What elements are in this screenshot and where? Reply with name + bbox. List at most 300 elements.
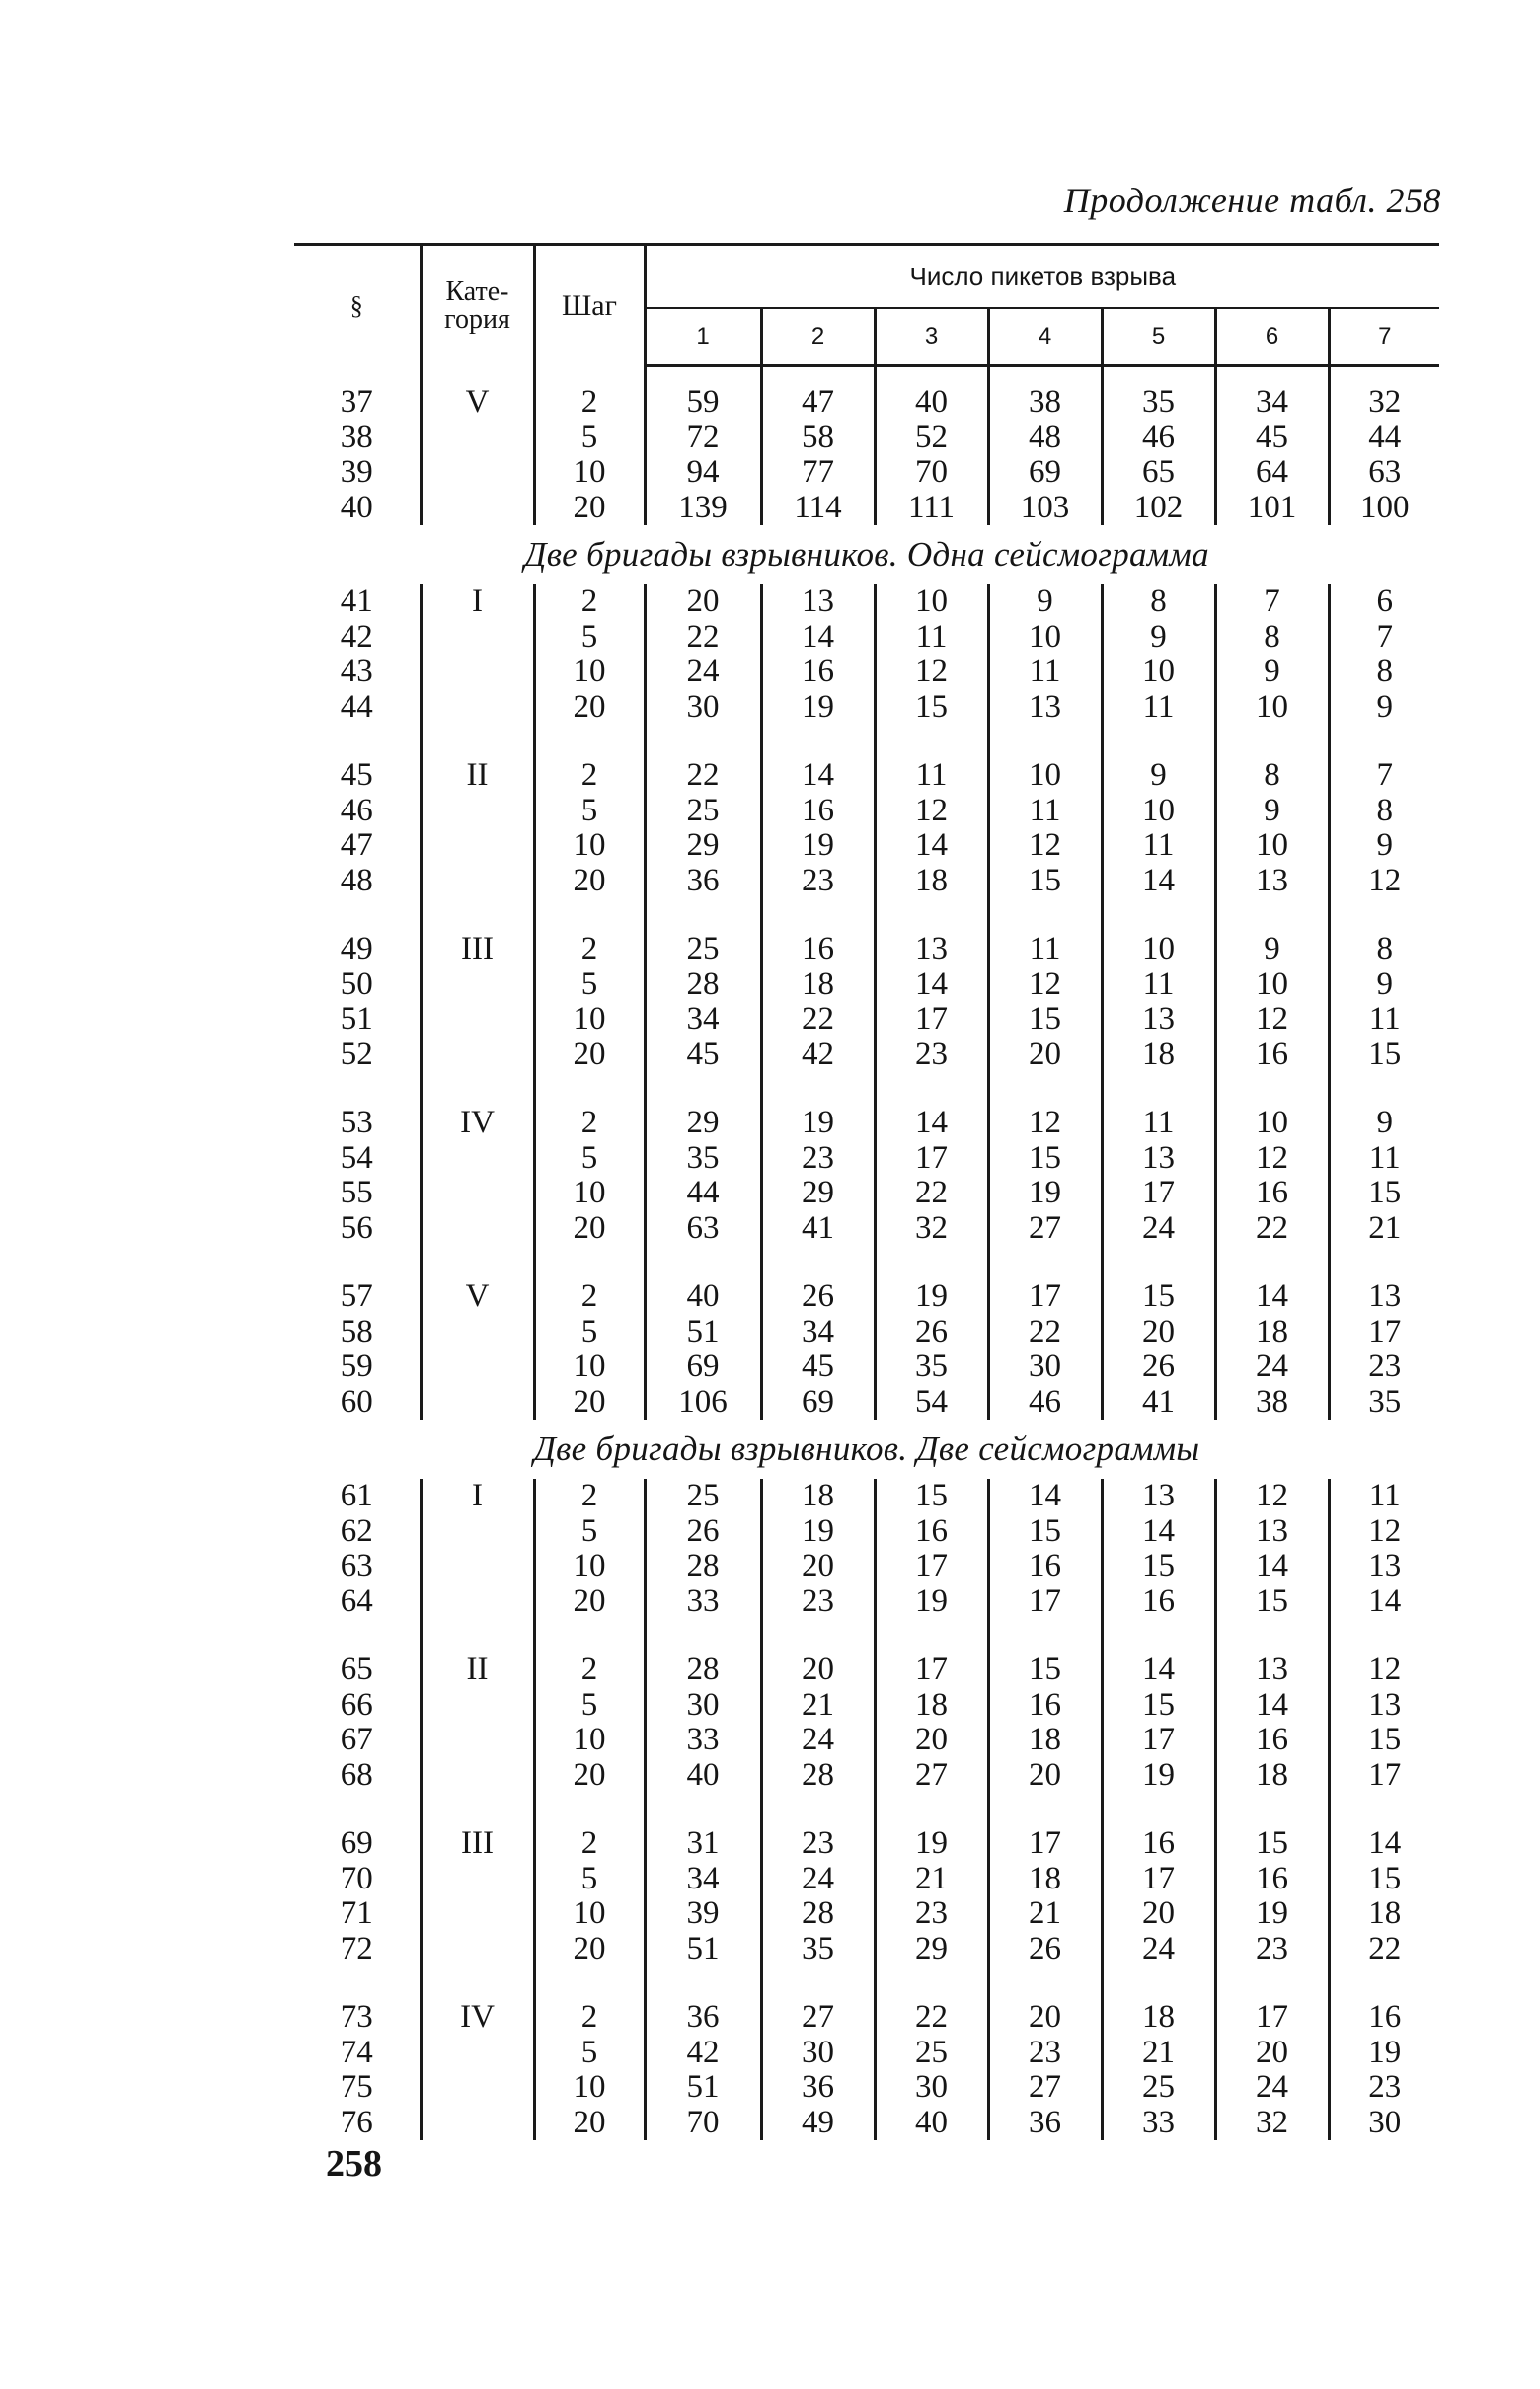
table-row xyxy=(294,1932,1439,1967)
picket-value-5: 9 xyxy=(1102,620,1215,655)
picket-value-2: 23 xyxy=(761,864,875,899)
gap-cell xyxy=(421,725,534,758)
picket-value-6: 15 xyxy=(1215,1584,1329,1620)
picket-value-1: 106 xyxy=(645,1385,761,1421)
picket-value-4: 21 xyxy=(988,1896,1102,1932)
category-cell xyxy=(421,455,534,491)
picket-value-4: 12 xyxy=(988,967,1102,1003)
gap-cell xyxy=(1215,1619,1329,1653)
spacer-row xyxy=(294,366,1439,386)
picket-value-4: 12 xyxy=(988,828,1102,864)
picket-value-6: 18 xyxy=(1215,1758,1329,1794)
table-row xyxy=(294,1211,1439,1247)
step-cell: 5 xyxy=(534,794,645,829)
picket-value-7: 15 xyxy=(1329,1723,1439,1758)
picket-value-1: 39 xyxy=(645,1896,761,1932)
gap-row xyxy=(294,1619,1439,1653)
picket-value-7: 23 xyxy=(1329,1349,1439,1385)
picket-value-7: 9 xyxy=(1329,1106,1439,1141)
picket-value-7: 32 xyxy=(1329,385,1439,421)
picket-value-3: 13 xyxy=(875,932,988,967)
picket-value-7: 22 xyxy=(1329,1932,1439,1967)
picket-value-6: 10 xyxy=(1215,690,1329,726)
picket-value-6: 14 xyxy=(1215,1688,1329,1724)
table-row xyxy=(294,1349,1439,1385)
picket-value-2: 77 xyxy=(761,455,875,491)
picket-value-4: 17 xyxy=(988,1826,1102,1862)
gap-cell xyxy=(534,366,645,386)
category-cell xyxy=(421,491,534,526)
gap-cell xyxy=(988,1966,1102,2000)
category-cell xyxy=(421,1723,534,1758)
picket-value-4: 13 xyxy=(988,690,1102,726)
picket-value-2: 41 xyxy=(761,1211,875,1247)
picket-value-5: 26 xyxy=(1102,1349,1215,1385)
picket-value-3: 11 xyxy=(875,758,988,794)
picket-value-4: 11 xyxy=(988,794,1102,829)
section-number: 49 xyxy=(340,931,373,966)
picket-value-4: 27 xyxy=(988,2070,1102,2106)
picket-value-7: 12 xyxy=(1329,864,1439,899)
table-row xyxy=(294,1002,1439,1038)
picket-value-5: 102 xyxy=(1102,491,1215,526)
picket-value-1: 94 xyxy=(645,455,761,491)
step-cell: 10 xyxy=(534,1723,645,1758)
picket-value-3: 18 xyxy=(875,1688,988,1724)
picket-value-1: 63 xyxy=(645,1211,761,1247)
picket-value-5: 17 xyxy=(1102,1723,1215,1758)
picket-value-1: 20 xyxy=(645,584,761,620)
picket-value-1: 35 xyxy=(645,1141,761,1177)
picket-value-3: 40 xyxy=(875,2106,988,2141)
picket-value-3: 30 xyxy=(875,2070,988,2106)
table-row xyxy=(294,1279,1439,1315)
gap-row xyxy=(294,725,1439,758)
picket-value-1: 59 xyxy=(645,385,761,421)
header-picket-1: 1 xyxy=(645,308,761,366)
picket-value-6: 9 xyxy=(1215,932,1329,967)
picket-value-1: 22 xyxy=(645,758,761,794)
gap-cell xyxy=(534,1966,645,2000)
picket-value-2: 35 xyxy=(761,1932,875,1967)
picket-value-4: 14 xyxy=(988,1479,1102,1514)
section-number: 37 xyxy=(340,384,373,420)
picket-value-3: 35 xyxy=(875,1349,988,1385)
table-row xyxy=(294,620,1439,655)
table-row xyxy=(294,655,1439,690)
gap-cell xyxy=(1102,898,1215,932)
picket-value-7: 11 xyxy=(1329,1141,1439,1177)
picket-value-7: 9 xyxy=(1329,690,1439,726)
category-cell: IV xyxy=(421,2000,534,2036)
step-cell: 2 xyxy=(534,1826,645,1862)
picket-value-2: 19 xyxy=(761,690,875,726)
picket-value-2: 26 xyxy=(761,1279,875,1315)
gap-cell xyxy=(761,1246,875,1279)
gap-cell xyxy=(534,725,645,758)
step-cell: 20 xyxy=(534,1385,645,1421)
picket-value-2: 28 xyxy=(761,1896,875,1932)
step-cell: 5 xyxy=(534,1514,645,1550)
picket-value-4: 38 xyxy=(988,385,1102,421)
picket-value-2: 23 xyxy=(761,1826,875,1862)
category-cell xyxy=(421,1688,534,1724)
picket-value-6: 9 xyxy=(1215,794,1329,829)
picket-value-1: 45 xyxy=(645,1038,761,1073)
picket-value-2: 20 xyxy=(761,1653,875,1688)
picket-value-1: 31 xyxy=(645,1826,761,1862)
gap-cell xyxy=(1102,1246,1215,1279)
section-number: 58 xyxy=(340,1313,373,1349)
picket-value-5: 15 xyxy=(1102,1279,1215,1315)
table-row xyxy=(294,794,1439,829)
picket-value-2: 18 xyxy=(761,967,875,1003)
picket-value-5: 15 xyxy=(1102,1549,1215,1584)
picket-value-2: 114 xyxy=(761,491,875,526)
header-category-label: Кате- гория xyxy=(444,275,510,335)
picket-value-6: 38 xyxy=(1215,1385,1329,1421)
picket-value-5: 11 xyxy=(1102,828,1215,864)
category-cell xyxy=(421,1176,534,1211)
picket-value-4: 20 xyxy=(988,2000,1102,2036)
picket-value-6: 16 xyxy=(1215,1176,1329,1211)
category-cell xyxy=(421,967,534,1003)
gap-cell xyxy=(421,366,534,386)
header-category xyxy=(421,245,534,366)
category-cell xyxy=(421,2106,534,2141)
section-number: 52 xyxy=(340,1036,373,1072)
picket-value-4: 12 xyxy=(988,1106,1102,1141)
picket-value-2: 58 xyxy=(761,421,875,456)
picket-value-7: 30 xyxy=(1329,2106,1439,2141)
gap-cell xyxy=(1215,725,1329,758)
picket-value-7: 7 xyxy=(1329,758,1439,794)
table-row xyxy=(294,2000,1439,2036)
step-cell: 20 xyxy=(534,1038,645,1073)
picket-value-2: 21 xyxy=(761,1688,875,1724)
picket-value-2: 47 xyxy=(761,385,875,421)
picket-value-1: 139 xyxy=(645,491,761,526)
section-number: 65 xyxy=(340,1652,373,1687)
picket-value-3: 16 xyxy=(875,1514,988,1550)
table-row xyxy=(294,385,1439,421)
section-number: 38 xyxy=(340,419,373,455)
header-picket-4: 4 xyxy=(988,308,1102,366)
picket-value-4: 15 xyxy=(988,1653,1102,1688)
step-cell: 5 xyxy=(534,1862,645,1897)
picket-value-4: 46 xyxy=(988,1385,1102,1421)
gap-row xyxy=(294,1793,1439,1826)
subheading: Две бригады взрывников. Две сейсмограммы xyxy=(533,1429,1200,1468)
picket-value-5: 19 xyxy=(1102,1758,1215,1794)
picket-value-1: 25 xyxy=(645,932,761,967)
picket-value-3: 70 xyxy=(875,455,988,491)
step-cell: 2 xyxy=(534,1106,645,1141)
category-cell xyxy=(421,828,534,864)
gap-cell xyxy=(1329,898,1439,932)
subheading-row xyxy=(294,525,1439,584)
gap-cell xyxy=(1329,725,1439,758)
picket-value-6: 12 xyxy=(1215,1141,1329,1177)
picket-value-6: 45 xyxy=(1215,421,1329,456)
picket-value-3: 18 xyxy=(875,864,988,899)
picket-value-6: 14 xyxy=(1215,1279,1329,1315)
table-row xyxy=(294,828,1439,864)
picket-value-3: 111 xyxy=(875,491,988,526)
picket-value-2: 42 xyxy=(761,1038,875,1073)
picket-value-3: 19 xyxy=(875,1584,988,1620)
gap-cell xyxy=(1102,366,1215,386)
picket-value-4: 20 xyxy=(988,1038,1102,1073)
gap-cell xyxy=(534,898,645,932)
picket-value-6: 34 xyxy=(1215,385,1329,421)
section-number: 72 xyxy=(340,1930,373,1966)
step-cell: 5 xyxy=(534,2036,645,2071)
picket-value-4: 16 xyxy=(988,1688,1102,1724)
gap-cell xyxy=(645,1793,761,1826)
picket-value-6: 12 xyxy=(1215,1479,1329,1514)
picket-value-2: 45 xyxy=(761,1349,875,1385)
gap-cell xyxy=(875,1072,988,1106)
picket-value-5: 10 xyxy=(1102,932,1215,967)
section-number: 59 xyxy=(340,1349,373,1384)
gap-row xyxy=(294,898,1439,932)
table-row xyxy=(294,1038,1439,1073)
picket-value-7: 12 xyxy=(1329,1514,1439,1550)
picket-value-6: 20 xyxy=(1215,2036,1329,2071)
picket-value-1: 22 xyxy=(645,620,761,655)
picket-value-4: 17 xyxy=(988,1279,1102,1315)
gap-cell xyxy=(1215,366,1329,386)
data-table xyxy=(294,243,1439,2140)
picket-value-7: 11 xyxy=(1329,1002,1439,1038)
category-cell xyxy=(421,2036,534,2071)
section-number: 55 xyxy=(340,1175,373,1210)
picket-value-4: 15 xyxy=(988,864,1102,899)
picket-value-2: 19 xyxy=(761,828,875,864)
picket-value-4: 15 xyxy=(988,1514,1102,1550)
gap-cell xyxy=(875,1793,988,1826)
gap-row xyxy=(294,1966,1439,2000)
table-row xyxy=(294,1688,1439,1724)
picket-value-3: 10 xyxy=(875,584,988,620)
picket-value-7: 100 xyxy=(1329,491,1439,526)
gap-cell xyxy=(988,1072,1102,1106)
gap-row xyxy=(294,1246,1439,1279)
header-picket-5: 5 xyxy=(1102,308,1215,366)
header-picket-group: Число пикетов взрыва xyxy=(645,245,1439,309)
gap-cell xyxy=(1215,898,1329,932)
category-cell xyxy=(421,690,534,726)
picket-value-2: 24 xyxy=(761,1862,875,1897)
header-picket-3: 3 xyxy=(875,308,988,366)
picket-value-6: 24 xyxy=(1215,1349,1329,1385)
picket-value-1: 33 xyxy=(645,1584,761,1620)
picket-value-5: 65 xyxy=(1102,455,1215,491)
picket-value-2: 16 xyxy=(761,932,875,967)
category-cell: I xyxy=(421,584,534,620)
gap-cell xyxy=(294,1619,421,1653)
picket-value-3: 27 xyxy=(875,1758,988,1794)
section-number: 47 xyxy=(340,827,373,863)
picket-value-7: 23 xyxy=(1329,2070,1439,2106)
picket-value-5: 13 xyxy=(1102,1141,1215,1177)
step-cell: 20 xyxy=(534,2106,645,2141)
category-cell: II xyxy=(421,758,534,794)
picket-value-1: 26 xyxy=(645,1514,761,1550)
section-number: 56 xyxy=(340,1209,373,1246)
section-number: 74 xyxy=(340,2034,373,2070)
picket-value-4: 11 xyxy=(988,655,1102,690)
picket-value-5: 25 xyxy=(1102,2070,1215,2106)
gap-cell xyxy=(761,1072,875,1106)
picket-value-6: 16 xyxy=(1215,1862,1329,1897)
gap-cell xyxy=(421,1966,534,2000)
picket-value-7: 19 xyxy=(1329,2036,1439,2071)
picket-value-1: 51 xyxy=(645,2070,761,2106)
gap-cell xyxy=(875,725,988,758)
gap-cell xyxy=(1102,1966,1215,2000)
gap-cell xyxy=(294,1793,421,1826)
category-cell: II xyxy=(421,1653,534,1688)
step-cell: 10 xyxy=(534,2070,645,2106)
category-cell xyxy=(421,1385,534,1421)
gap-cell xyxy=(1215,1793,1329,1826)
step-cell: 2 xyxy=(534,2000,645,2036)
gap-cell xyxy=(761,1793,875,1826)
step-cell: 2 xyxy=(534,385,645,421)
picket-value-1: 33 xyxy=(645,1723,761,1758)
picket-value-1: 44 xyxy=(645,1176,761,1211)
table-row xyxy=(294,2070,1439,2106)
picket-value-7: 7 xyxy=(1329,620,1439,655)
picket-value-2: 14 xyxy=(761,758,875,794)
picket-value-5: 33 xyxy=(1102,2106,1215,2141)
picket-value-4: 23 xyxy=(988,2036,1102,2071)
picket-value-2: 20 xyxy=(761,1549,875,1584)
gap-cell xyxy=(294,725,421,758)
picket-value-4: 19 xyxy=(988,1176,1102,1211)
picket-value-7: 14 xyxy=(1329,1826,1439,1862)
table-row xyxy=(294,1826,1439,1862)
table-row xyxy=(294,967,1439,1003)
picket-value-4: 11 xyxy=(988,932,1102,967)
picket-value-5: 17 xyxy=(1102,1862,1215,1897)
table-row xyxy=(294,584,1439,620)
gap-cell xyxy=(761,725,875,758)
picket-value-1: 34 xyxy=(645,1002,761,1038)
gap-cell xyxy=(761,1619,875,1653)
category-cell xyxy=(421,2070,534,2106)
picket-value-5: 18 xyxy=(1102,2000,1215,2036)
picket-value-2: 23 xyxy=(761,1141,875,1177)
picket-value-6: 10 xyxy=(1215,967,1329,1003)
picket-value-5: 16 xyxy=(1102,1826,1215,1862)
picket-value-6: 15 xyxy=(1215,1826,1329,1862)
section-number: 43 xyxy=(340,654,373,689)
gap-cell xyxy=(421,898,534,932)
table-row xyxy=(294,932,1439,967)
gap-cell xyxy=(1102,1072,1215,1106)
picket-value-2: 23 xyxy=(761,1584,875,1620)
category-cell xyxy=(421,1549,534,1584)
category-cell xyxy=(421,1211,534,1247)
table-row xyxy=(294,1176,1439,1211)
section-number: 66 xyxy=(340,1686,373,1723)
gap-cell xyxy=(761,366,875,386)
picket-value-3: 32 xyxy=(875,1211,988,1247)
step-cell: 5 xyxy=(534,421,645,456)
category-cell xyxy=(421,1758,534,1794)
picket-value-4: 15 xyxy=(988,1141,1102,1177)
picket-value-6: 101 xyxy=(1215,491,1329,526)
gap-cell xyxy=(294,1072,421,1106)
step-cell: 5 xyxy=(534,1315,645,1350)
picket-value-1: 42 xyxy=(645,2036,761,2071)
gap-cell xyxy=(421,1072,534,1106)
picket-value-5: 10 xyxy=(1102,655,1215,690)
gap-cell xyxy=(1329,1072,1439,1106)
picket-value-3: 23 xyxy=(875,1038,988,1073)
picket-value-6: 12 xyxy=(1215,1002,1329,1038)
gap-cell xyxy=(534,1072,645,1106)
category-cell xyxy=(421,794,534,829)
category-cell xyxy=(421,864,534,899)
picket-value-2: 18 xyxy=(761,1479,875,1514)
picket-value-3: 15 xyxy=(875,690,988,726)
picket-value-3: 14 xyxy=(875,1106,988,1141)
step-cell: 10 xyxy=(534,1549,645,1584)
picket-value-4: 18 xyxy=(988,1862,1102,1897)
picket-value-5: 8 xyxy=(1102,584,1215,620)
picket-value-3: 26 xyxy=(875,1315,988,1350)
picket-value-7: 18 xyxy=(1329,1896,1439,1932)
header-picket-7: 7 xyxy=(1329,308,1439,366)
category-cell xyxy=(421,1349,534,1385)
table-row xyxy=(294,1758,1439,1794)
picket-value-4: 26 xyxy=(988,1932,1102,1967)
picket-value-3: 25 xyxy=(875,2036,988,2071)
subheading: Две бригады взрывников. Одна сейсмограмма xyxy=(524,535,1209,574)
picket-value-6: 19 xyxy=(1215,1896,1329,1932)
picket-value-4: 16 xyxy=(988,1549,1102,1584)
gap-cell xyxy=(645,366,761,386)
picket-value-5: 17 xyxy=(1102,1176,1215,1211)
table-row xyxy=(294,1385,1439,1421)
picket-value-7: 15 xyxy=(1329,1862,1439,1897)
table-row xyxy=(294,1514,1439,1550)
picket-value-2: 69 xyxy=(761,1385,875,1421)
picket-value-4: 17 xyxy=(988,1584,1102,1620)
picket-value-6: 13 xyxy=(1215,1653,1329,1688)
picket-value-6: 22 xyxy=(1215,1211,1329,1247)
picket-value-2: 36 xyxy=(761,2070,875,2106)
step-cell: 10 xyxy=(534,1002,645,1038)
section-number: 63 xyxy=(340,1548,373,1583)
picket-value-6: 32 xyxy=(1215,2106,1329,2141)
table-row xyxy=(294,1549,1439,1584)
section-number: 75 xyxy=(340,2069,373,2105)
picket-value-4: 10 xyxy=(988,620,1102,655)
picket-value-5: 11 xyxy=(1102,1106,1215,1141)
gap-cell xyxy=(421,1793,534,1826)
gap-cell xyxy=(1329,366,1439,386)
gap-cell xyxy=(534,1246,645,1279)
gap-cell xyxy=(988,1793,1102,1826)
picket-value-5: 11 xyxy=(1102,690,1215,726)
picket-value-6: 8 xyxy=(1215,758,1329,794)
gap-cell xyxy=(988,1619,1102,1653)
